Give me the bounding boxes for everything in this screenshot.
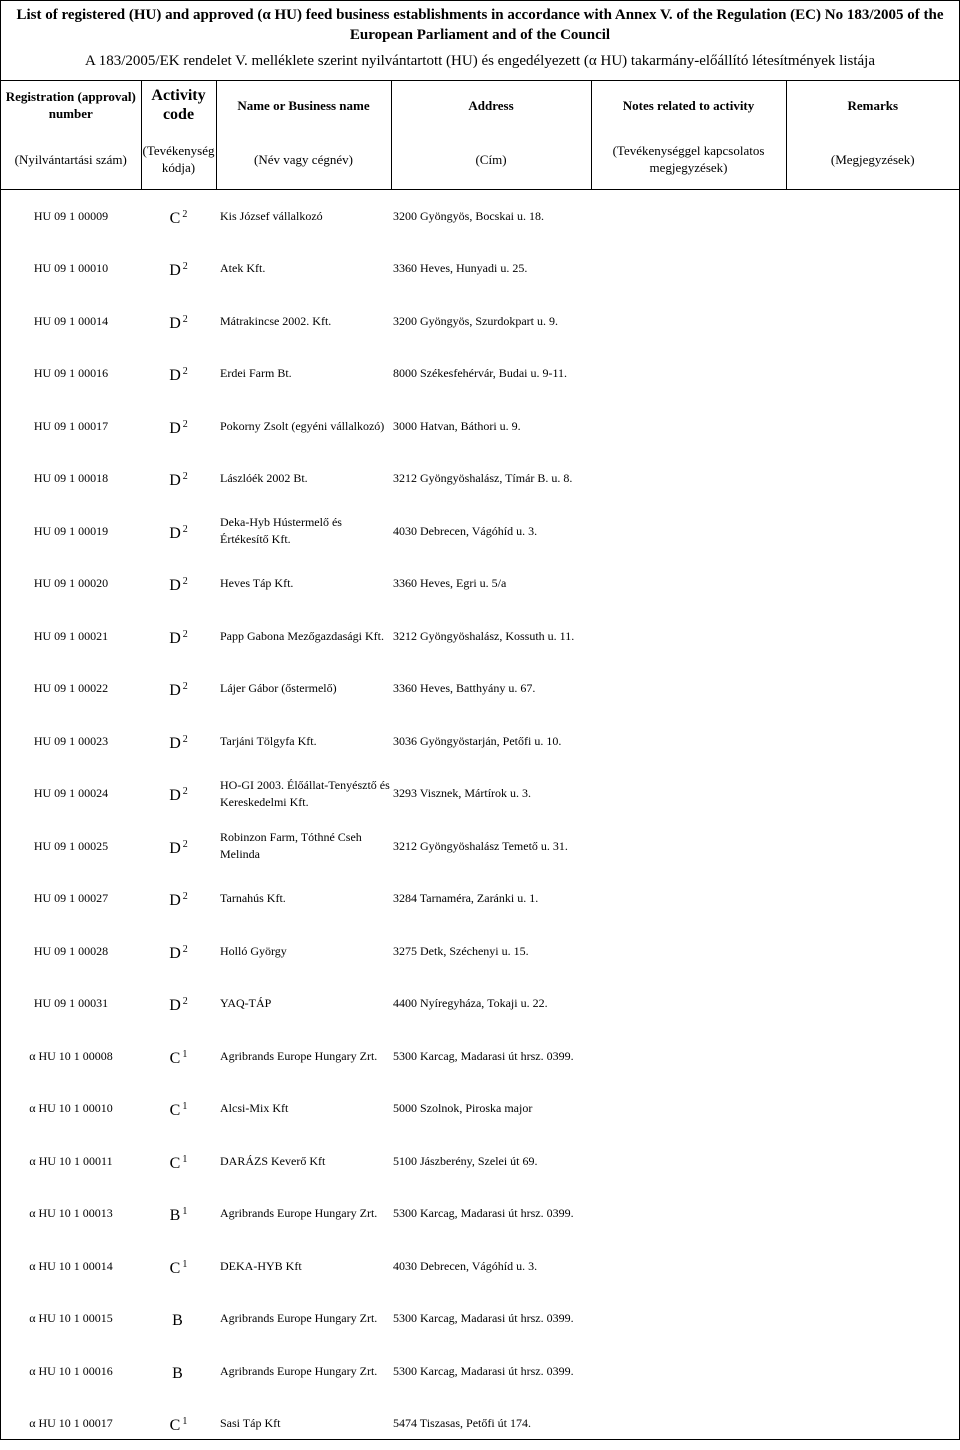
table-row [1, 610, 959, 663]
table-row [1, 663, 959, 716]
notes [591, 1240, 786, 1293]
table-row [1, 768, 959, 821]
activity-code [141, 925, 216, 978]
document-title-english: List of registered (HU) and approved (α HU) feed business establishments in accordance with Annex V. of the Regulation (EC) No 183/2005 of the European Parliament and of the Council [1, 1, 959, 45]
address: 3212 Gyöngyöshalász Temető u. 31. [391, 820, 591, 873]
remarks [786, 1030, 959, 1083]
registration-number: α HU 10 1 00014 [1, 1240, 141, 1293]
activity-code [141, 1398, 216, 1450]
activity-code-subcode: 2 [183, 734, 188, 745]
activity-code [141, 663, 216, 716]
registration-number: α HU 10 1 00013 [1, 1188, 141, 1241]
activity-code-subcode: 2 [183, 944, 188, 955]
address: 5300 Karcag, Madarasi út hrsz. 0399. [391, 1345, 591, 1398]
address: 3036 Gyöngyöstarján, Petőfi u. 10. [391, 715, 591, 768]
business-name: Papp Gabona Mezőgazdasági Kft. [216, 610, 391, 663]
table-row [1, 1188, 959, 1241]
activity-code-subcode: 2 [183, 366, 188, 377]
remarks [786, 1293, 959, 1346]
registration-number: HU 09 1 00019 [1, 505, 141, 558]
business-name: Alcsi-Mix Kft [216, 1083, 391, 1136]
remarks [786, 663, 959, 716]
registration-number: α HU 10 1 00010 [1, 1083, 141, 1136]
remarks [786, 1240, 959, 1293]
notes [591, 1398, 786, 1450]
activity-code-letter: D [169, 577, 181, 594]
registration-number: HU 09 1 00027 [1, 873, 141, 926]
business-name: Kis József vállalkozó [216, 190, 391, 243]
activity-code-letter: D [169, 787, 181, 804]
table-row [1, 348, 959, 401]
notes [591, 295, 786, 348]
activity-code [141, 190, 216, 243]
business-name: Agribrands Europe Hungary Zrt. [216, 1293, 391, 1346]
notes [591, 558, 786, 611]
activity-code-subcode: 2 [183, 786, 188, 797]
registration-number: α HU 10 1 00011 [1, 1135, 141, 1188]
address: 3212 Gyöngyöshalász, Tímár B. u. 8. [391, 453, 591, 506]
activity-code-subcode: 2 [182, 209, 187, 220]
registration-number: HU 09 1 00009 [1, 190, 141, 243]
address: 5474 Tiszasas, Petőfi út 174. [391, 1398, 591, 1450]
address: 8000 Székesfehérvár, Budai u. 9-11. [391, 348, 591, 401]
table-row [1, 1398, 959, 1450]
address: 5300 Karcag, Madarasi út hrsz. 0399. [391, 1293, 591, 1346]
activity-code [141, 243, 216, 296]
activity-code [141, 1345, 216, 1398]
table-row [1, 190, 959, 243]
registration-number: HU 09 1 00014 [1, 295, 141, 348]
registration-number: HU 09 1 00024 [1, 768, 141, 821]
activity-code-letter: C [170, 1102, 181, 1119]
activity-code-subcode: 1 [182, 1259, 187, 1270]
address: 3212 Gyöngyöshalász, Kossuth u. 11. [391, 610, 591, 663]
registration-number: HU 09 1 00028 [1, 925, 141, 978]
business-name: Agribrands Europe Hungary Zrt. [216, 1188, 391, 1241]
address: 3275 Detk, Széchenyi u. 15. [391, 925, 591, 978]
remarks [786, 978, 959, 1031]
notes [591, 925, 786, 978]
activity-code-subcode: 2 [183, 576, 188, 587]
activity-code-subcode: 2 [183, 314, 188, 325]
address: 3284 Tarnaméra, Zaránki u. 1. [391, 873, 591, 926]
registration-number: HU 09 1 00017 [1, 400, 141, 453]
notes [591, 400, 786, 453]
notes [591, 715, 786, 768]
business-name: Sasi Táp Kft [216, 1398, 391, 1450]
notes [591, 1030, 786, 1083]
activity-code-letter: C [170, 1050, 181, 1067]
activity-code [141, 768, 216, 821]
notes [591, 1188, 786, 1241]
activity-code [141, 400, 216, 453]
activity-code-letter: D [169, 630, 181, 647]
registration-number: HU 09 1 00023 [1, 715, 141, 768]
table-row [1, 453, 959, 506]
activity-code-letter: D [169, 840, 181, 857]
table-row [1, 873, 959, 926]
registration-number: HU 09 1 00021 [1, 610, 141, 663]
activity-code-letter: B [170, 1207, 181, 1224]
table-row [1, 1240, 959, 1293]
establishments-table [1, 81, 959, 1450]
activity-code-letter: D [169, 945, 181, 962]
table-row [1, 505, 959, 558]
remarks [786, 505, 959, 558]
notes [591, 768, 786, 821]
notes [591, 978, 786, 1031]
notes [591, 1135, 786, 1188]
business-name: Tarnahús Kft. [216, 873, 391, 926]
activity-code-letter: D [169, 525, 181, 542]
address: 3200 Gyöngyös, Bocskai u. 18. [391, 190, 591, 243]
activity-code-letter: B [172, 1365, 183, 1382]
activity-code [141, 453, 216, 506]
notes [591, 663, 786, 716]
activity-code [141, 1240, 216, 1293]
registration-number: α HU 10 1 00016 [1, 1345, 141, 1398]
remarks [786, 348, 959, 401]
remarks [786, 610, 959, 663]
activity-code [141, 820, 216, 873]
activity-code-subcode: 1 [182, 1154, 187, 1165]
activity-code [141, 348, 216, 401]
header-registration-number: Registration (approval) number (Nyilvántartási szám) [1, 81, 141, 190]
activity-code-letter: D [169, 367, 181, 384]
activity-code [141, 295, 216, 348]
header-activity-code: Activity code (Tevékenység kódja) [141, 81, 216, 190]
activity-code-subcode: 1 [182, 1049, 187, 1060]
activity-code-letter: B [172, 1312, 183, 1329]
business-name: Erdei Farm Bt. [216, 348, 391, 401]
activity-code-subcode: 1 [182, 1416, 187, 1427]
registration-number: HU 09 1 00016 [1, 348, 141, 401]
notes [591, 820, 786, 873]
table-row [1, 1135, 959, 1188]
activity-code-subcode: 2 [183, 471, 188, 482]
activity-code [141, 873, 216, 926]
business-name: DEKA-HYB Kft [216, 1240, 391, 1293]
remarks [786, 1135, 959, 1188]
address: 3360 Heves, Batthyány u. 67. [391, 663, 591, 716]
remarks [786, 400, 959, 453]
table-row [1, 295, 959, 348]
registration-number: α HU 10 1 00017 [1, 1398, 141, 1450]
address: 5000 Szolnok, Piroska major [391, 1083, 591, 1136]
address: 5300 Karcag, Madarasi út hrsz. 0399. [391, 1188, 591, 1241]
notes [591, 505, 786, 558]
activity-code-letter: D [169, 735, 181, 752]
notes [591, 1083, 786, 1136]
business-name: Agribrands Europe Hungary Zrt. [216, 1345, 391, 1398]
header-address: Address (Cím) [391, 81, 591, 190]
activity-code-letter: C [170, 1417, 181, 1434]
business-name: Mátrakincse 2002. Kft. [216, 295, 391, 348]
table-row [1, 715, 959, 768]
table-header-row [1, 81, 959, 190]
notes [591, 190, 786, 243]
activity-code-letter: C [170, 1155, 181, 1172]
remarks [786, 1083, 959, 1136]
activity-code-letter: D [169, 682, 181, 699]
activity-code [141, 1188, 216, 1241]
business-name: Pokorny Zsolt (egyéni vállalkozó) [216, 400, 391, 453]
activity-code-subcode: 2 [183, 524, 188, 535]
activity-code-subcode: 2 [183, 839, 188, 850]
activity-code-subcode: 2 [183, 891, 188, 902]
activity-code-letter: D [169, 892, 181, 909]
remarks [786, 715, 959, 768]
activity-code-subcode: 1 [182, 1101, 187, 1112]
activity-code [141, 1135, 216, 1188]
business-name: YAQ-TÁP [216, 978, 391, 1031]
table-row [1, 820, 959, 873]
remarks [786, 1188, 959, 1241]
address: 3293 Visznek, Mártírok u. 3. [391, 768, 591, 821]
table-row [1, 1293, 959, 1346]
registration-number: HU 09 1 00018 [1, 453, 141, 506]
business-name: HO-GI 2003. Élőállat-Tenyésztő és Kereskedelmi Kft. [216, 768, 391, 821]
business-name: Heves Táp Kft. [216, 558, 391, 611]
notes [591, 1345, 786, 1398]
activity-code-letter: D [169, 420, 181, 437]
business-name: Robinzon Farm, Tóthné Cseh Melinda [216, 820, 391, 873]
activity-code-subcode: 1 [182, 1206, 187, 1217]
remarks [786, 1398, 959, 1450]
table-row [1, 1083, 959, 1136]
activity-code-letter: D [169, 315, 181, 332]
business-name: Atek Kft. [216, 243, 391, 296]
table-row [1, 1345, 959, 1398]
registration-number: HU 09 1 00020 [1, 558, 141, 611]
business-name: Agribrands Europe Hungary Zrt. [216, 1030, 391, 1083]
notes [591, 453, 786, 506]
table-row [1, 558, 959, 611]
registration-number: HU 09 1 00025 [1, 820, 141, 873]
document-title-hungarian: A 183/2005/EK rendelet V. melléklete szerint nyilvántartott (HU) és engedélyezett (α HU) takarmány-előállító létesítmények listája [1, 51, 959, 71]
remarks [786, 243, 959, 296]
table-row [1, 400, 959, 453]
address: 5100 Jászberény, Szelei út 69. [391, 1135, 591, 1188]
business-name: Lájer Gábor (őstermelő) [216, 663, 391, 716]
remarks [786, 768, 959, 821]
business-name: Holló György [216, 925, 391, 978]
address: 3360 Heves, Hunyadi u. 25. [391, 243, 591, 296]
address: 4400 Nyíregyháza, Tokaji u. 22. [391, 978, 591, 1031]
activity-code [141, 610, 216, 663]
activity-code [141, 715, 216, 768]
address: 4030 Debrecen, Vágóhíd u. 3. [391, 505, 591, 558]
activity-code-subcode: 2 [183, 629, 188, 640]
remarks [786, 925, 959, 978]
activity-code-subcode: 2 [183, 681, 188, 692]
activity-code-subcode: 2 [183, 419, 188, 430]
business-name: Deka-Hyb Hústermelő és Értékesítő Kft. [216, 505, 391, 558]
notes [591, 243, 786, 296]
address: 5300 Karcag, Madarasi út hrsz. 0399. [391, 1030, 591, 1083]
activity-code [141, 505, 216, 558]
address: 3200 Gyöngyös, Szurdokpart u. 9. [391, 295, 591, 348]
registration-number: α HU 10 1 00008 [1, 1030, 141, 1083]
table-row [1, 243, 959, 296]
business-name: Tarjáni Tölgyfa Kft. [216, 715, 391, 768]
activity-code [141, 558, 216, 611]
activity-code-letter: D [169, 262, 181, 279]
remarks [786, 453, 959, 506]
activity-code-subcode: 2 [183, 261, 188, 272]
notes [591, 1293, 786, 1346]
remarks [786, 873, 959, 926]
activity-code-letter: D [169, 472, 181, 489]
title-block [1, 1, 959, 81]
business-name: DARÁZS Keverő Kft [216, 1135, 391, 1188]
activity-code-letter: D [169, 997, 181, 1014]
remarks [786, 1345, 959, 1398]
header-notes: Notes related to activity (Tevékenységgel kapcsolatos megjegyzések) [591, 81, 786, 190]
registration-number: HU 09 1 00010 [1, 243, 141, 296]
activity-code-letter: C [170, 1260, 181, 1277]
address: 3360 Heves, Egri u. 5/a [391, 558, 591, 611]
remarks [786, 820, 959, 873]
header-name: Name or Business name (Név vagy cégnév) [216, 81, 391, 190]
registration-number: α HU 10 1 00015 [1, 1293, 141, 1346]
address: 3000 Hatvan, Báthori u. 9. [391, 400, 591, 453]
activity-code-letter: C [170, 210, 181, 227]
address: 4030 Debrecen, Vágóhíd u. 3. [391, 1240, 591, 1293]
activity-code [141, 1083, 216, 1136]
table-row [1, 1030, 959, 1083]
notes [591, 610, 786, 663]
activity-code [141, 1030, 216, 1083]
table-row [1, 925, 959, 978]
notes [591, 348, 786, 401]
activity-code-subcode: 2 [183, 996, 188, 1007]
registration-number: HU 09 1 00031 [1, 978, 141, 1031]
business-name: Lászlóék 2002 Bt. [216, 453, 391, 506]
notes [591, 873, 786, 926]
header-remarks: Remarks (Megjegyzések) [786, 81, 959, 190]
activity-code [141, 978, 216, 1031]
registration-number: HU 09 1 00022 [1, 663, 141, 716]
activity-code [141, 1293, 216, 1346]
remarks [786, 190, 959, 243]
remarks [786, 295, 959, 348]
remarks [786, 558, 959, 611]
table-row [1, 978, 959, 1031]
